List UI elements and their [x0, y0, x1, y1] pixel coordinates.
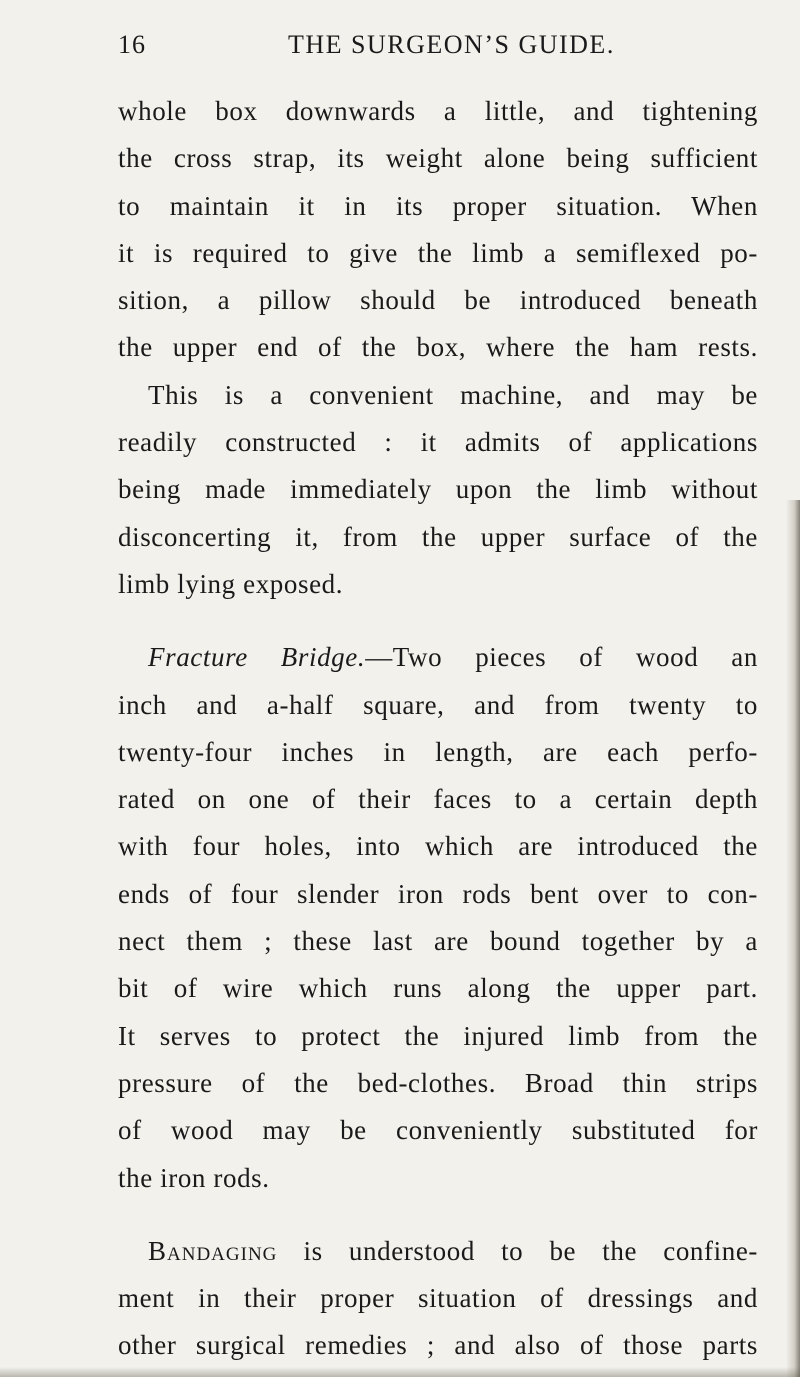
section-term-bandaging: Bandaging [148, 1235, 278, 1266]
running-title: THE SURGEON’S GUIDE. [288, 30, 615, 59]
text-line: it is required to give the limb a semiflexed po- [118, 237, 758, 268]
text-line: rated on one of their faces to a certain depth [118, 784, 758, 815]
text-line: bit of wire which runs along the upper part. [118, 973, 758, 1004]
text-line: This is a convenient machine, and may be [148, 379, 758, 410]
text-line: It serves to protect the injured limb from the [118, 1020, 758, 1051]
text-line: sition, a pillow should be introduced beneath [118, 285, 758, 316]
text-line: limb lying exposed. [118, 568, 344, 599]
text-line [118, 634, 758, 681]
text-line-rest: is understood to be the confine- [277, 1235, 758, 1266]
body-text [118, 88, 758, 1370]
text-line: the upper end of the box, where the ham rests. [118, 332, 758, 363]
text-line: whole box downwards a little, and tightening [118, 96, 758, 126]
text-line: with four holes, into which are introduced the [118, 831, 758, 862]
text-line: other surgical remedies ; and also of those parts [118, 1330, 758, 1361]
text-line: readily constructed : it admits of applications [118, 427, 758, 458]
running-head [118, 30, 738, 62]
text-line: pressure of the bed-clothes. Broad thin strips [118, 1067, 758, 1098]
text-line: to maintain it in its proper situation. When [118, 190, 758, 221]
text-line: inch and a-half square, and from twenty to [118, 689, 758, 720]
text-line: being made immediately upon the limb without [118, 474, 758, 505]
text-line: nect them ; these last are bound together by a [118, 926, 758, 957]
paragraph-gap [118, 1202, 758, 1228]
text-line: the cross strap, its weight alone being sufficient [118, 143, 758, 174]
section-term-fracture-bridge: Fracture Bridge. [148, 642, 366, 673]
text-line: ends of four slender iron rods bent over to con- [118, 878, 758, 909]
text-line [118, 1228, 758, 1275]
text-line: ment in their proper situation of dressings and [118, 1283, 758, 1314]
text-line: of wood may be conveniently substituted for [118, 1115, 758, 1146]
text-line: twenty-four inches in length, are each perfo- [118, 736, 758, 767]
paragraph-gap [118, 608, 758, 634]
text-line: disconcerting it, from the upper surface of the [118, 521, 758, 552]
text-line: the iron rods. [118, 1162, 270, 1193]
text-line-rest: —Two pieces of wood an [365, 642, 758, 673]
page-number: 16 [118, 30, 146, 59]
page-edge-shadow [786, 500, 800, 1377]
